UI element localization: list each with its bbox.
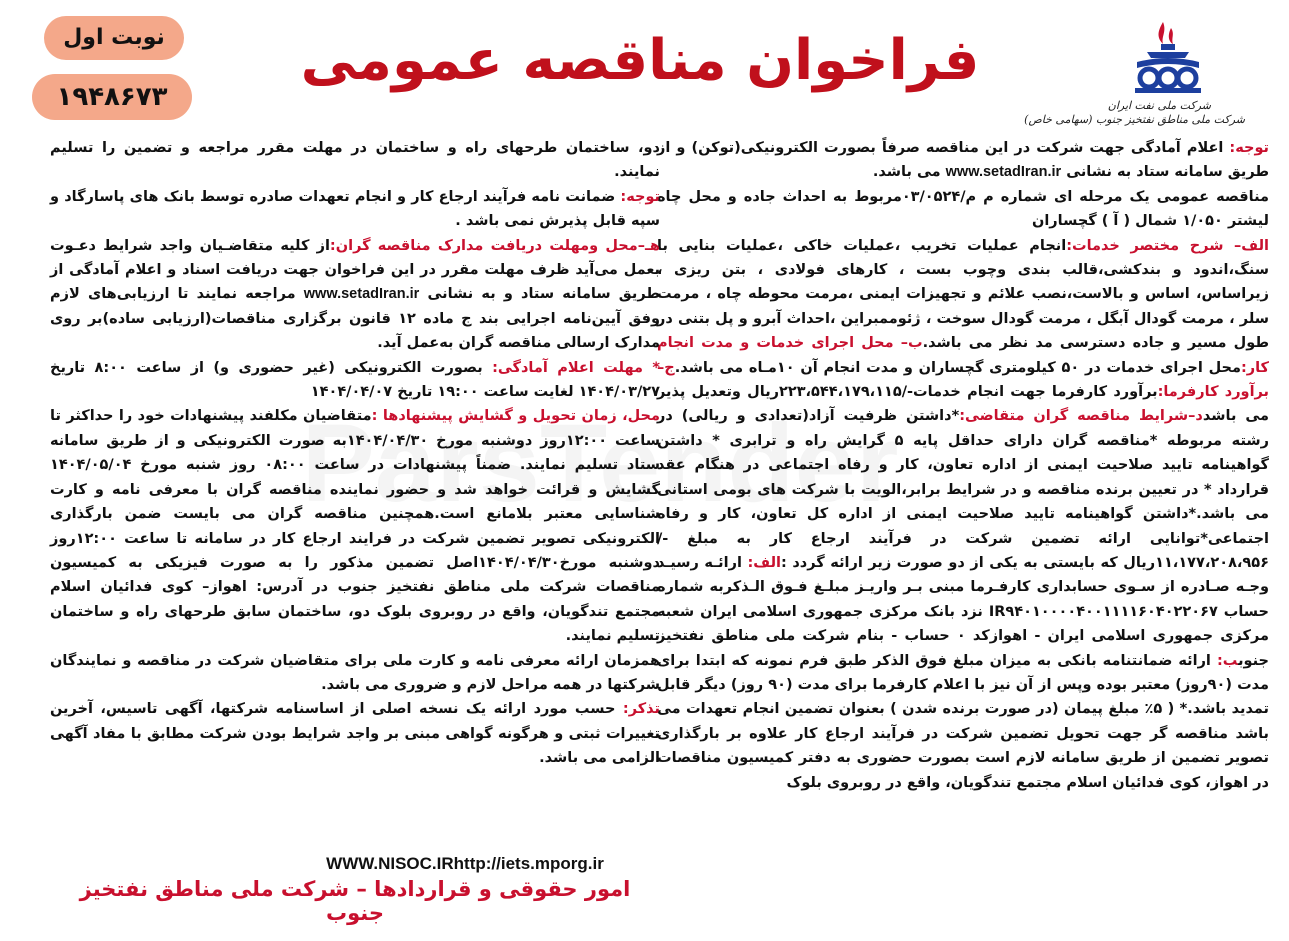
logo-caption-2: شرکت ملی مناطق نفتخیز جنوب (سهامی خاص) [1024, 113, 1245, 126]
issue-badge [32, 16, 192, 120]
option-b-text: ارائه ضمانتنامه بانکی به میزان مبلغ فوق الذکر طبق فرم نمونه که ابتدا برای مدت (۹۰روز) معتبر بوده وپس از آن نیز با اعلام کارفرما برای مدت (۹۰ روز) دیگر قابل تمدید باشد.* ( ۵٪ مبلغ پیمان (در صورت برنده شدن ) بعنوان تضمین انجام تعهدات می باشد مناقصه گر جهت تحویل تضمین شرکت در فرآیند ارجاع کار علاوه بر بارگذاری تصویر تضمین از طریق سامانه لازم است بصورت حضوری به دفتر کمیسیون مناقصات در اهواز، کوی فدائیان اسلام مجتمع تندگویان، واقع در روبروی بلوک [657, 652, 1269, 791]
notice-text-end: می باشد. [872, 164, 946, 181]
setad-link[interactable]: www.setadIran.ir [945, 164, 1062, 181]
page-title: فراخوان مناقصه عمومی [300, 28, 980, 93]
documents-text-end: مراجعه نمایند تا ارزیابی‌های لازم وفق آیین‌نامه اجرایی بند ج ماده ۱۲ قانون برگزاری مناقصات(ارزیابی ساده)بر روی مدارک ارسالی مناقصه گران به‌عمل آید. [50, 286, 660, 352]
location-label: ب– محل اجرای خدمات و مدت انجام کار: [657, 335, 1269, 376]
left-column [50, 136, 660, 894]
services-paragraph [657, 234, 1269, 795]
reminder-paragraph [50, 697, 660, 770]
nioc-logo-icon [1127, 18, 1209, 98]
notice-paragraph [657, 136, 1269, 185]
reminder-text: حسب مورد ارائه یک نسخه اصلی از اساسنامه شرکتها، آگهی تاسیس، آخرین تغییرات ثبتی و هرگونه گواهی مبنی بر واجد شرایط بودن شرکت مطابق با مفاد آگهی الزامی می باشد. [50, 701, 660, 767]
guarantee-note [50, 185, 660, 234]
conditions-label: د–شرایط مناقصه گران متقاضی: [959, 408, 1203, 425]
tender-number-paragraph: مناقصه عمومی یک مرحله ای شماره م م/۰۳/۰۵۲۴مربوط به احداث جاده و محل چاه لیشتر ۱/۰۵۰ شمال ( آ ) گچساران [657, 188, 1269, 230]
estimate-text: برآورد کارفرما جهت انجام خدمات-/۲۲۳،۵۴۴،۱۷۹،۱۱۵ریال وتعدیل پذیر می باشد [657, 384, 1269, 425]
company-logo [1024, 18, 1249, 130]
badge-label: نوبت اول [44, 16, 184, 60]
id-paragraph: همزمان ارائه معرفی نامه و کارت ملی برای متقاضیان شرکت در مناقصه و نمایندگان شرکتها در همه مراحل لازم و ضروری می باشد. [50, 652, 660, 693]
footer-organization: امور حقوقی و قراردادها – شرکت ملی مناطق نفتخیز جنوب [79, 877, 631, 925]
deadline-paragraph [50, 356, 660, 405]
badge-number: ۱۹۴۸۶۷۳ [32, 74, 192, 120]
documents-paragraph [50, 234, 660, 356]
documents-text: از کلیه متقاضـیان واجد شرایط دعـوت بعمل می‌آید ظرف مهلت مقرر در این فراخوان جهت دریافت اسناد و اعلام آمادگی از طریق سامانه ستاد و به نشانی [50, 237, 661, 303]
documents-label: هـ–محل ومهلت دریافت مدارک مناقصه گران: [329, 237, 660, 254]
submission-label: محل، زمان تحویل و گشایش پیشنهادها : [371, 408, 660, 425]
submission-text: متقاضیان مکلفند پیشنهادات خود را حداکثر تا ساعت ۱۲:۰۰روز دوشنبه مورخ ۱۴۰۴/۰۴/۳۰به صورت الکترونیکی و از طریق سامانه ستاد تسلیم نمایند. ضمناً پیشنهادات در ساعت ۰۸:۰۰ روز شنبه مورخ ۱۴۰۴/۰۵/۰۴ گشایش و قرائت خواهد شد و حضور نماینده مناقصه گران با معرفی نامه و کارت شناسایی معتبر بلامانع است.همچنین مناقصه گران می بایست ضمن بارگذاری الکترونیکی تصویر تضمین شرکت در فرایند ارجاع کار در سامانه تا ساعت ۱۲:۰۰روز دوشنبه مورخ۱۴۰۴/۰۴/۳۰اصل تضمین مذکور را به صورت فیزیکی به کمیسیون مناقصات شرکت ملی مناطق نفتخیز جنوب در آدرس: اهواز– کوی فدائیان اسلام مجتمع تندگویان، واقع در روبروی بلوک دو، ساختمان سابق طرحهای راه و ساختمان تسلیم نمایند. [50, 408, 660, 645]
services-text: انجام عملیات تخریب ،عملیات خاکی ،عملیات بنایی با سنگ،اندود و بندکشی،قالب بندی وچوب بست ، کارهای فولادی ، بتن ریزی ، زیراساس، اساس و بالاست،نصب علائم و تجهیزات ایمنی ،مرمت محوطه چاه ، مرمت سلر ، مرمت گودال آبگل ، مرمت گودال سوخت ، ژئوممبراین ،احداث آبرو و پل بتنی در طول مسیر و جاده دسترسی مد نظر می باشد. [657, 237, 1269, 352]
deadline-text: بصورت الکترونیکی (غیر حضوری و) از ساعت ۸:۰۰ تاریخ ۱۴۰۴/۰۳/۲۷ لغایت ساعت ۱۹:۰۰ تاریخ ۱۴۰۴/۰۴/۰۷ [50, 359, 660, 401]
submission-paragraph [50, 404, 660, 648]
right-column [657, 136, 1269, 926]
estimate-label: ج–برآورد کارفرما: [657, 359, 1270, 401]
footer-websites[interactable]: WWW.NISOC.IRhttp://iets.mporg.ir [326, 854, 604, 873]
guarantee-note-label: توجه: [620, 188, 660, 205]
option-a-text: ارائـه رسیـد وجـه صـادره از سـوی حسابداری کارفـرما مبنی بـر واریـز مبلـغ فـوق الـذکربه شماره حساب IR۹۴۰۱۰۰۰۰۴۰۰۱۱۱۱۶۰۴۰۲۲۰۶۷ نزد بانک مرکزی جمهوری اسلامی ایران شعبه مرکزی جمهوری اسلامی ایران - اهوازکد ۰ حساب - بنام شرکت ملی مناطق نفتخیز جنوب [657, 554, 1269, 669]
location-text: محل اجرای خدمات در ۵۰ کیلومتری گچساران و مدت انجام آن ۱۰مـاه می باشد. [674, 359, 1241, 376]
logo-caption-1: شرکت ملی نفت ایران [1107, 99, 1211, 112]
notice-text: اعلام آمادگی جهت شرکت در این مناقصه صرفاً بصورت الکترونیکی(توکن) و از طریق سامانه ستاد به نشانی [657, 140, 1269, 181]
reminder-label: تذکر: [622, 701, 660, 718]
option-b-label: ب: [1216, 652, 1239, 669]
setad-link-2[interactable]: www.setadIran.ir [303, 286, 420, 303]
deadline-label: * مهلت اعلام آمادگی: [492, 359, 660, 376]
guarantee-note-text: ضمانت نامه فرآیند ارجاع کار و انجام تعهدات صادره توسط بانک های پاسارگاد و سپه قابل پذیرش نمی باشد . [50, 188, 660, 230]
notice-label: توجه: [1229, 140, 1269, 156]
option-a-label: الف: [747, 554, 781, 571]
conditions-text: *داشتن ظرفیت آزاد(تعدادی و ریالی) در رشته مربوطه *مناقصه گران دارای حداقل پایه ۵ گرایش راه و ترابری * داشتن گواهینامه تایید صلاحیت ایمنی از اداره تعاون، کار و رفاه اجتماعی در هنگام عقد قرارداد * در تعیین برنده مناقصه و در شرایط برابر،الویت با شرکت های بومی استانی می باشد.*داشتن گواهینامه تایید صلاحیت ایمنی از اداره کل تعاون، کار و رفاه اجتماعی*توانایی ارائه تضمین شرکت در فرآیند ارجاع کار به مبلغ -/۱۱،۱۷۷،۲۰۸،۹۵۶ریال که بایستی به یکی از دو صورت زیر ارائه گردد : [657, 408, 1270, 571]
services-label: الف– شرح مختصر خدمات: [1066, 237, 1269, 254]
continuation-paragraph: دو، ساختمان طرحهای راه و ساختمان در مهلت مقرر مراجعه و تضمین را تسلیم نمایند. [50, 140, 660, 181]
